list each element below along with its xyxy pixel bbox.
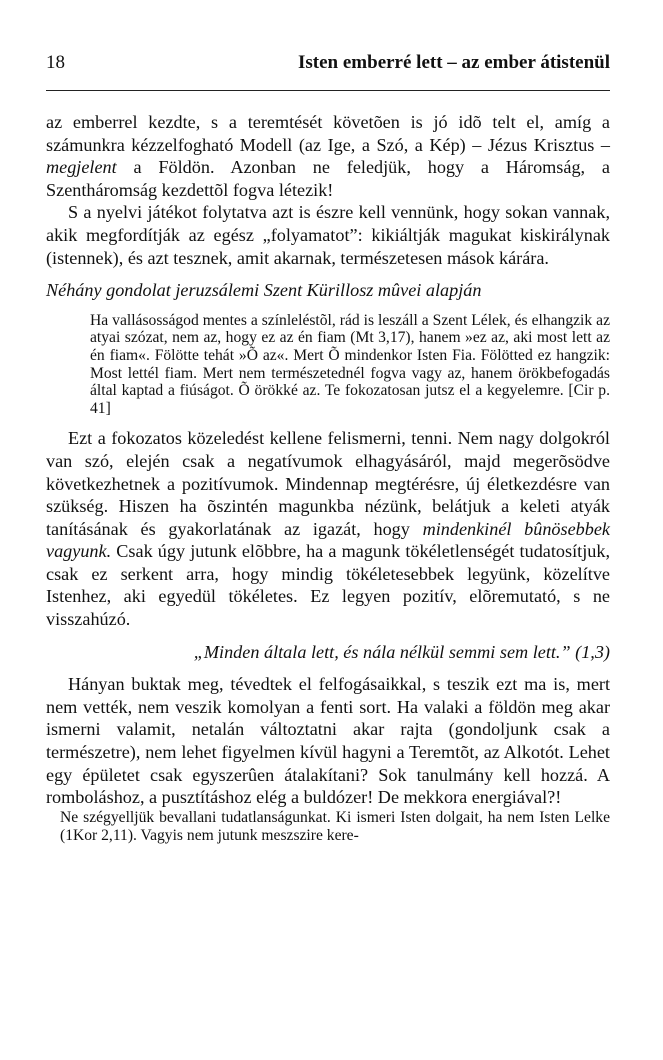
spacer bbox=[46, 417, 610, 427]
paragraph bbox=[46, 427, 610, 630]
paragraph-small: Ne szégyelljük bevallani tudatlanságunkat. Ki ismeri Isten dolgait, ha nem Isten Lelke (1Kor 2,11). Vagyis nem jutunk meszszire kere- bbox=[60, 808, 610, 844]
paragraph bbox=[46, 111, 610, 201]
spacer bbox=[46, 663, 610, 673]
running-title: Isten emberré lett – az ember átistenül bbox=[298, 52, 610, 73]
epigraph: „Minden általa lett, és nála nélkül semmi sem lett.” (1,3) bbox=[193, 641, 610, 662]
block-quote: Ha vallásosságod mentes a színleléstõl, rád is leszáll a Szent Lélek, és elhangzik az atyai szózat, nem az, hogy ez az én fiam (Mt 3,17), hanem »ez az, aki most lett az én fiam«. Fölötte tehát »Õ az«. Mert Õ mindenkor Isten Fia. Fölötted ez hangzik: Most lettél fiam. Mert nem természetednél fogva vagy az, hanem örökbefogadás által kaptad a fiúságot. Õ örökké az. Te fokozatosan jutsz el a kegyelemre. [Cir p. 41] bbox=[90, 311, 610, 417]
section-title: Néhány gondolat jeruzsálemi Szent Kürillosz mûvei alapján bbox=[46, 280, 482, 301]
text-run: Csak úgy jutunk elõbbre, ha a magunk tökéletlenségét tudatosítjuk, csak ez serkent arra, hogy mindig tökéletesebbek legyünk, közelítve Istenhez, aki egyedül tökéletes. Ez legyen pozitív, elõremutató, s ne visszahúzó. bbox=[46, 541, 610, 630]
header-rule bbox=[46, 90, 610, 91]
text-run: a Földön. Azonban ne feledjük, hogy a Háromság, a Szentháromság kezdettõl fogva létezik! bbox=[46, 157, 610, 200]
text-run: Ezt a fokozatos közeledést kellene felismerni, tenni. Nem nagy dolgokról van szó, elején csak a negatívumok elhagyásáról, majd megerõsödve következhetnek a pozitívumok. Mindennap megtérésre, új életkezdésre van szükség. Hiszen ha õszintén magunkba nézünk, belátjuk a keleti atyák tanításának és gyakorlatának az igazát, hogy bbox=[46, 428, 610, 539]
page-header bbox=[46, 52, 610, 80]
emphasis: mindenkinél bûnösebbek vagyunk. bbox=[46, 518, 610, 562]
paragraph: S a nyelvi játékot folytatva azt is észre kell vennünk, hogy sokan vannak, akik megfordítják az egész „folyamatot”: kikiáltják magukat kiskirálynak (istennek), és azt tesznek, amit akarnak, természetesen mások kárára. bbox=[46, 202, 610, 268]
page-body bbox=[46, 111, 610, 845]
paragraph: Hányan buktak meg, tévedtek el felfogásaikkal, s teszik ezt ma is, mert nem vették, nem veszik komolyan a fenti sort. Ha valaki a földön meg akar ismerni valamit, netalán változtatni akar rajta (gondoljunk csak a természetre), nem lehet figyelmen kívül hagyni a Teremtõt, az Alkotót. Lehet egy épületet csak egyszerûen átalakítani? Sok tanulmány kell hozzá. A romboláshoz, a pusztításhoz elég a buldózer! De mekkora energiával?! bbox=[46, 674, 610, 808]
spacer bbox=[46, 631, 610, 641]
text-run: az emberrel kezdte, s a teremtését követõen is jó idõ telt el, amíg a számunkra kézzelfogható Modell (az Ige, a Szó, a Kép) – Jézus Krisztus – bbox=[46, 112, 610, 155]
emphasis: megjelent bbox=[46, 157, 117, 178]
page-number: 18 bbox=[46, 52, 65, 73]
spacer bbox=[46, 269, 610, 279]
